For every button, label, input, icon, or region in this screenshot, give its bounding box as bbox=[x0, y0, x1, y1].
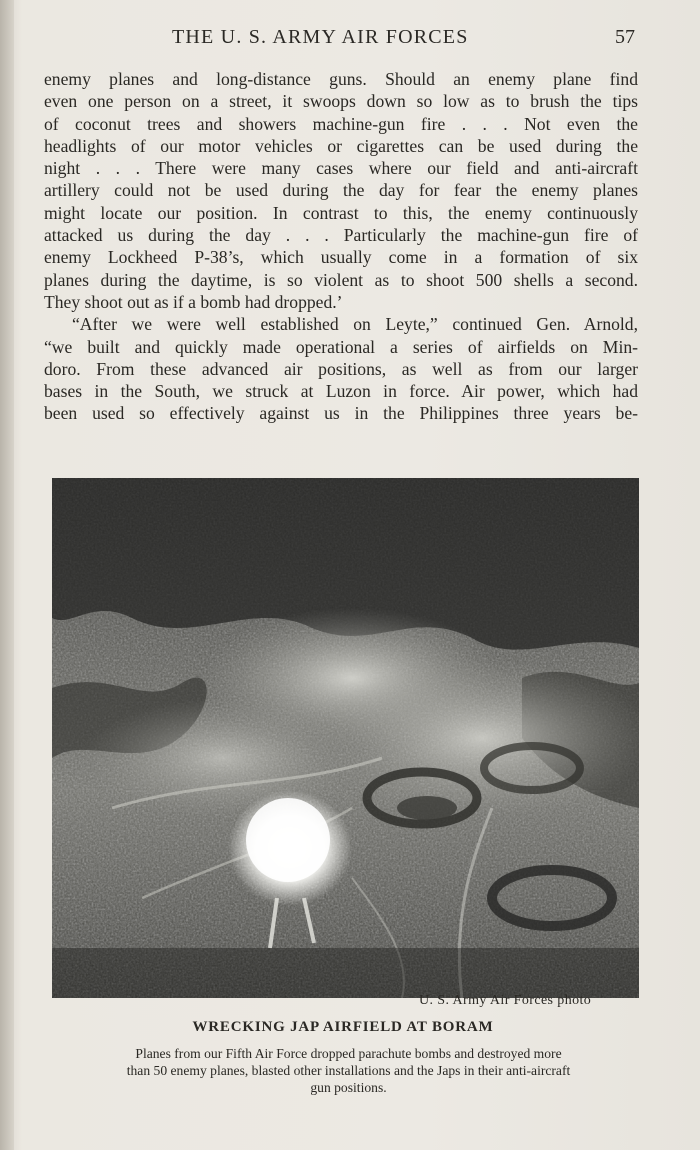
text-line: enemy planes and long-distance guns. Should an enemy plane find bbox=[44, 69, 638, 89]
figure-caption bbox=[53, 1045, 644, 1096]
caption-line: gun positions. bbox=[310, 1080, 387, 1095]
caption-line: than 50 enemy planes, blasted other installations and the Japs in their anti-aircraft bbox=[126, 1063, 571, 1078]
caption-line: Planes from our Fifth Air Force dropped parachute bombs and destroyed more bbox=[135, 1046, 562, 1061]
text-line: artillery could not be used during the day for fear the enemy planes bbox=[44, 180, 638, 201]
text-line: attacked us during the day . . . Particularly the machine-gun fire of bbox=[44, 225, 638, 246]
text-line: “we built and quickly made operational a series of airfields on Min- bbox=[44, 336, 638, 357]
page-number: 57 bbox=[615, 26, 635, 48]
airfield-photo bbox=[52, 478, 639, 998]
text-line: might locate our position. In contrast to this, the enemy continuously bbox=[44, 202, 638, 223]
text-line: been used so effectively against us in the Philippines three years be- bbox=[44, 403, 638, 424]
figure-title-text: WRECKING JAP AIRFIELD AT BORAM bbox=[192, 1019, 494, 1035]
figure-title bbox=[0, 1019, 700, 1036]
text-line: bases in the South, we struck at Luzon in force. Air power, which had bbox=[44, 381, 638, 402]
body-paragraphs bbox=[44, 68, 638, 425]
photo-credit: U. S. Army Air Forces photo bbox=[419, 993, 592, 1008]
text-line: doro. From these advanced air positions, as well as from our larger bbox=[44, 358, 638, 379]
text-line: “After we were well established on Leyte,” continued Gen. Arnold, bbox=[72, 314, 638, 335]
text-line: even one person on a street, it swoops down so low as to brush the tips bbox=[44, 91, 638, 112]
text-line: headlights of our motor vehicles or cigarettes can be used during the bbox=[44, 135, 638, 156]
text-line: They shoot out as if a bomb had dropped.’ bbox=[44, 291, 343, 312]
text-line: planes during the daytime, is so violent as to shoot 500 shells a second. bbox=[44, 269, 638, 290]
running-header: THE U. S. ARMY AIR FORCES bbox=[172, 26, 469, 48]
page-gutter bbox=[0, 0, 14, 1150]
text-line: night . . . There were many cases where our field and anti-aircraft bbox=[44, 158, 638, 179]
text-line: enemy Lockheed P-38’s, which usually come in a formation of six bbox=[44, 247, 638, 268]
text-line: of coconut trees and showers machine-gun fire . . . Not even the bbox=[44, 113, 638, 134]
